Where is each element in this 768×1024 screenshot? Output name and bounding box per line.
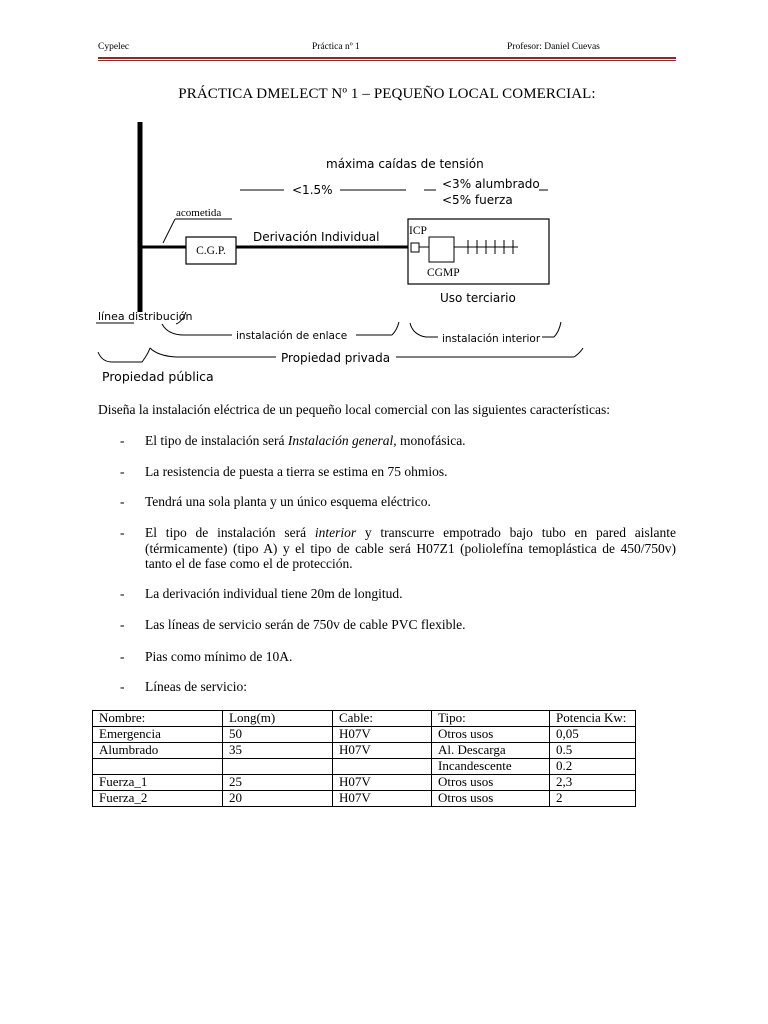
- linea-distribucion-label: línea distribución: [98, 310, 193, 323]
- table-header: Nombre:: [93, 711, 223, 727]
- table-row: [93, 743, 636, 759]
- propiedad-publica-label: Propiedad pública: [102, 369, 214, 384]
- table-cell: [93, 759, 223, 775]
- table-cell: Fuerza_1: [93, 775, 223, 791]
- table-header: Cable:: [333, 711, 432, 727]
- drop-lighting-label: <3% alumbrado: [442, 177, 540, 191]
- drop-power-label: <5% fuerza: [442, 193, 513, 207]
- header-center: Práctica nº 1: [312, 42, 360, 52]
- table-header: Long(m): [223, 711, 333, 727]
- table-cell: 25: [223, 775, 333, 791]
- acometida-pointer: [163, 219, 175, 243]
- table-cell: [223, 759, 333, 775]
- table-row: [93, 759, 636, 775]
- table-cell: Emergencia: [93, 727, 223, 743]
- table-cell: Otros usos: [432, 775, 550, 791]
- table-cell: H07V: [333, 727, 432, 743]
- table-cell: H07V: [333, 743, 432, 759]
- intro-paragraph: Diseña la instalación eléctrica de un pequeño local comercial con las siguientes características:: [98, 402, 611, 417]
- page-header: [98, 42, 676, 56]
- header-rule-thick: [98, 57, 676, 59]
- header-right: Profesor: Daniel Cuevas: [507, 42, 600, 52]
- table-cell: 0.2: [550, 759, 636, 775]
- table-cell: Al. Descarga: [432, 743, 550, 759]
- derivacion-label: Derivación Individual: [253, 230, 380, 244]
- table-cell: Alumbrado: [93, 743, 223, 759]
- table-cell: 0,05: [550, 727, 636, 743]
- cgp-label: C.G.P.: [196, 245, 226, 257]
- table-cell: Incandescente: [432, 759, 550, 775]
- table-cell: 2,3: [550, 775, 636, 791]
- icp-label: ICP: [409, 225, 427, 237]
- table-cell: Otros usos: [432, 727, 550, 743]
- page-title: PRÁCTICA DMELECT Nº 1 – PEQUEÑO LOCAL COMERCIAL:: [178, 86, 596, 102]
- table-header-row: [93, 711, 636, 727]
- table-row: [93, 775, 636, 791]
- table-row: [93, 791, 636, 807]
- table-cell: 20: [223, 791, 333, 807]
- table-header: Tipo:: [432, 711, 550, 727]
- drop-di-label: <1.5%: [292, 183, 333, 197]
- table-cell: H07V: [333, 775, 432, 791]
- acometida-label: acometida: [176, 207, 222, 219]
- table-cell: [333, 759, 432, 775]
- table-cell: 2: [550, 791, 636, 807]
- installation-diagram: [96, 116, 596, 388]
- table-header: Potencia Kw:: [550, 711, 636, 727]
- table-cell: Fuerza_2: [93, 791, 223, 807]
- table-cell: 35: [223, 743, 333, 759]
- header-rule-thin: [98, 60, 676, 61]
- interior-label: instalación interior: [442, 333, 541, 345]
- header-left: Cypelec: [98, 42, 130, 52]
- table-cell: 50: [223, 727, 333, 743]
- uso-terciario-label: Uso terciario: [440, 291, 516, 305]
- table-cell: 0.5: [550, 743, 636, 759]
- table-cell: H07V: [333, 791, 432, 807]
- table-row: [93, 727, 636, 743]
- service-lines-table: [92, 710, 636, 807]
- max-drop-title: máxima caídas de tensión: [326, 157, 484, 171]
- table-cell: Otros usos: [432, 791, 550, 807]
- cgmp-label: CGMP: [427, 267, 460, 279]
- enlace-label: instalación de enlace: [236, 330, 348, 342]
- cgmp-box: [429, 237, 454, 262]
- icp-device: [411, 243, 419, 252]
- propiedad-privada-label: Propiedad privada: [281, 351, 391, 365]
